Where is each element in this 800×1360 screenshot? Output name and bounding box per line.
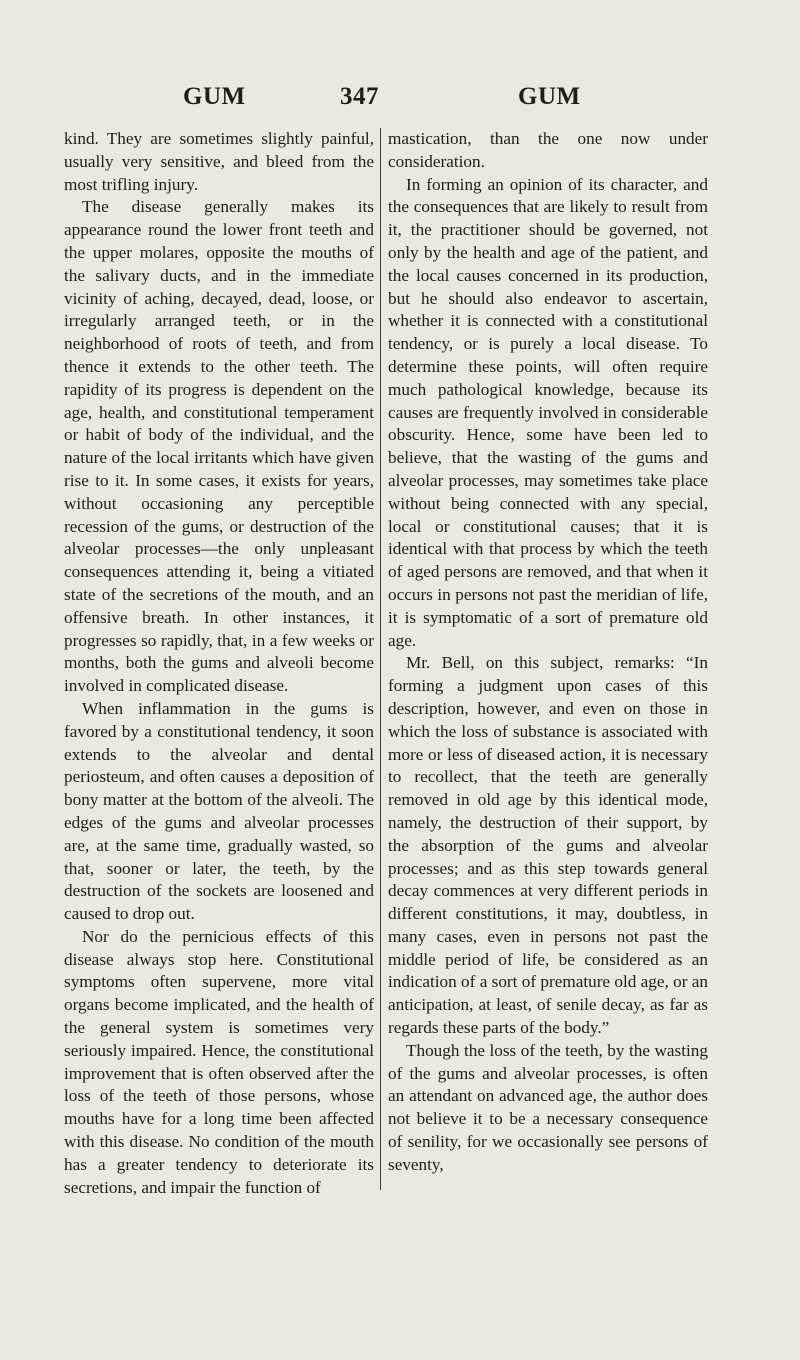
- left-column: [64, 128, 374, 1199]
- paragraph: The disease generally makes its appearance round the lower front teeth and the upper molares, opposite the mouths of the salivary ducts, and in the immediate vicinity of aching, decayed, dead, loose, or irregularly arranged teeth, or in the neighborhood of roots of teeth, and from thence it extends to the other teeth. The rapidity of its progress is dependent on the age, health, and constitutional temperament or habit of body of the individual, and the nature of the local irritants which have given rise to it. In some cases, it exists for years, without occasioning any perceptible recession of the gums, or destruction of the alveolar processes—the only unpleasant consequences attending it, being a vitiated state of the secretions of the mouth, and an offensive breath. In other instances, it progresses so rapidly, that, in a few weeks or months, both the gums and alveoli become involved in complicated disease.: [64, 197, 374, 696]
- page-number: 347: [340, 83, 379, 110]
- paragraph: In forming an opinion of its character, and the consequences that are likely to result from it, the practitioner should be governed, not only by the health and age of the patient, and the local causes concerned in its production, but he should also endeavor to ascertain, whether it is connected with a constitutional tendency, or is purely a local disease. To determine these points, will often require much pathological knowledge, because its causes are frequently involved in considerable obscurity. Hence, some have been led to believe, that the wasting of the gums and alveolar processes, may sometimes take place without being connected with any special, local or constitutional causes; that it is identical with that process by which the teeth of aged persons are removed, and that when it occurs in persons not past the meridian of life, it is symptomatic of a sort of premature old age.: [388, 174, 708, 650]
- right-column: [388, 128, 708, 1177]
- paragraph: mastication, than the one now under consideration.: [388, 129, 708, 171]
- running-header: [0, 83, 800, 117]
- header-left-word: GUM: [183, 83, 246, 110]
- paragraph: Though the loss of the teeth, by the wasting of the gums and alveolar processes, is often an attendant on advanced age, the author does not believe it to be a necessary consequence of senility, for we occasionally see persons of seventy,: [388, 1040, 708, 1174]
- header-right-word: GUM: [518, 83, 581, 110]
- column-divider: [380, 128, 381, 1190]
- paragraph: Mr. Bell, on this subject, remarks: “In forming a judgment upon cases of this description, however, and even on those in which the loss of substance is associated with more or less of diseased action, it is necessary to recollect, that the teeth are generally removed in old age by this identical mode, namely, the destruction of their support, by the absorption of the gums and alveolar processes; and as this step towards general decay commences at very different periods in different constitutions, it may, doubtless, in many cases, even in persons not past the middle period of life, be considered as an indication of a sort of premature old age, or an anticipation, at least, of senile decay, as far as regards these parts of the body.”: [388, 653, 708, 1038]
- paragraph: Nor do the pernicious effects of this disease always stop here. Constitutional symptoms often supervene, more vital organs become implicated, and the health of the general system is sometimes very seriously impaired. Hence, the constitutional improvement that is often observed after the loss of the teeth of those persons, whose mouths have for a long time been affected with this disease. No condition of the mouth has a greater tendency to deteriorate its secretions, and impair the function of: [64, 926, 374, 1197]
- paragraph: When inflammation in the gums is favored by a constitutional tendency, it soon extends to the alveolar and dental periosteum, and often causes a deposition of bony matter at the bottom of the alveoli. The edges of the gums and alveolar processes are, at the same time, gradually wasted, so that, sooner or later, the teeth, by the destruction of the sockets are loosened and caused to drop out.: [64, 698, 374, 924]
- paragraph: kind. They are sometimes slightly painful, usually very sensitive, and bleed from the most trifling injury.: [64, 129, 374, 194]
